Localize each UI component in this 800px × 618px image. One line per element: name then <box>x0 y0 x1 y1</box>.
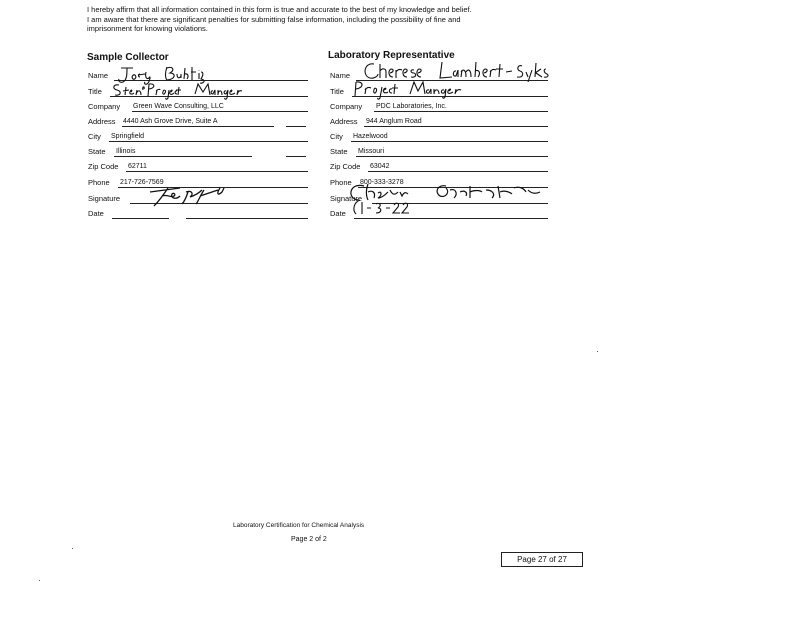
collector-city-line <box>109 141 308 142</box>
lab-zip-row <box>330 158 548 172</box>
affirmation-line-2: I am aware that there are significant penalties for submitting false information, including the possibility of fine and <box>87 14 461 24</box>
lab-city-label: City <box>330 132 343 141</box>
collector-title-line <box>110 96 308 97</box>
collector-address-row <box>88 113 308 127</box>
collector-name-label: Name <box>88 71 109 80</box>
collector-signature-line <box>130 203 308 204</box>
lab-title-label: Title <box>330 87 344 96</box>
page-of-text: Page 2 of 2 <box>291 536 327 543</box>
collector-zip-row <box>88 158 308 172</box>
lab-state-row <box>330 143 548 157</box>
collector-title-label: Title <box>88 87 102 96</box>
collector-city-label: City <box>88 132 101 141</box>
collector-name-line <box>114 80 308 81</box>
collector-signature-row <box>88 190 308 204</box>
collector-signature-label: Signature <box>88 194 121 203</box>
lab-phone-line <box>358 187 548 188</box>
lab-state-value: Missouri <box>358 148 385 155</box>
collector-address-label: Address <box>88 117 116 126</box>
collector-city-row <box>88 128 308 142</box>
collector-state-label: State <box>88 147 106 156</box>
affirmation-line-1: I hereby affirm that all information contained in this form is true and accurate to the best of my knowledge and belief. <box>87 5 472 14</box>
scan-speck <box>72 548 73 549</box>
affirmation-line-3: imprisonment for knowing violations. <box>87 24 208 33</box>
lab-state-line <box>356 156 548 157</box>
collector-phone-line <box>118 187 308 188</box>
collector-date-line-2 <box>186 218 308 219</box>
form-title: Laboratory Certification for Chemical Analysis <box>233 522 365 529</box>
collector-company-value: Green Wave Consulting, LLC <box>133 103 224 110</box>
lab-city-row <box>330 128 548 142</box>
scan-speck <box>597 351 598 352</box>
collector-state-row <box>88 143 308 157</box>
collector-date-line <box>112 218 169 219</box>
collector-address-line <box>122 126 274 127</box>
collector-company-line <box>132 111 308 112</box>
lab-title-line <box>352 96 548 97</box>
scan-speck <box>39 580 40 581</box>
lab-name-label: Name <box>330 71 351 80</box>
lab-address-label: Address <box>330 117 358 126</box>
collector-company-label: Company <box>88 102 121 111</box>
collector-zip-value: 62711 <box>128 163 147 170</box>
lab-state-label: State <box>330 147 348 156</box>
collector-zip-line <box>126 171 308 172</box>
lab-address-value: 944 Anglum Road <box>366 118 422 125</box>
lab-city-line <box>351 141 548 142</box>
lab-phone-row <box>330 174 548 188</box>
collector-address-line-2 <box>286 126 306 127</box>
collector-zip-label: Zip Code <box>88 162 119 171</box>
lab-date-label: Date <box>330 209 346 218</box>
page-number-box: Page 27 of 27 <box>501 552 583 567</box>
lab-phone-label: Phone <box>330 178 352 187</box>
collector-date-label: Date <box>88 209 104 218</box>
collector-phone-label: Phone <box>88 178 110 187</box>
lab-signature-row <box>330 190 548 204</box>
lab-zip-line <box>368 171 548 172</box>
lab-company-value: PDC Laboratories, Inc. <box>376 103 447 110</box>
lab-company-line <box>374 111 548 112</box>
collector-company-row <box>88 98 308 112</box>
collector-phone-row <box>88 174 308 188</box>
lab-company-label: Company <box>330 102 363 111</box>
collector-date-row <box>88 205 308 219</box>
lab-address-row <box>330 113 548 127</box>
lab-company-row <box>330 98 548 112</box>
lab-name-line <box>356 80 548 81</box>
sample-collector-heading: Sample Collector <box>87 52 169 63</box>
collector-state-line <box>114 156 252 157</box>
lab-date-line <box>354 218 548 219</box>
lab-zip-label: Zip Code <box>330 162 361 171</box>
collector-phone-value: 217-726-7569 <box>120 179 164 186</box>
lab-title-row <box>330 83 548 97</box>
affirmation-text <box>87 5 607 34</box>
lab-zip-value: 63042 <box>370 163 390 170</box>
collector-city-value: Springfield <box>111 133 145 140</box>
collector-state-line-2 <box>286 156 306 157</box>
lab-signature-line <box>372 203 548 204</box>
lab-phone-value: 800-333-3278 <box>360 179 404 186</box>
collector-title-row <box>88 83 308 97</box>
lab-signature-label: Signature <box>330 194 363 203</box>
lab-name-row <box>330 67 548 81</box>
collector-name-row <box>88 67 308 81</box>
collector-state-value: Illinois <box>116 148 136 155</box>
laboratory-representative-heading: Laboratory Representative <box>328 50 455 61</box>
collector-address-value: 4440 Ash Grove Drive, Suite A <box>123 118 218 125</box>
lab-city-value: Hazelwood <box>353 133 388 140</box>
lab-date-row <box>330 205 548 219</box>
lab-address-line <box>364 126 548 127</box>
